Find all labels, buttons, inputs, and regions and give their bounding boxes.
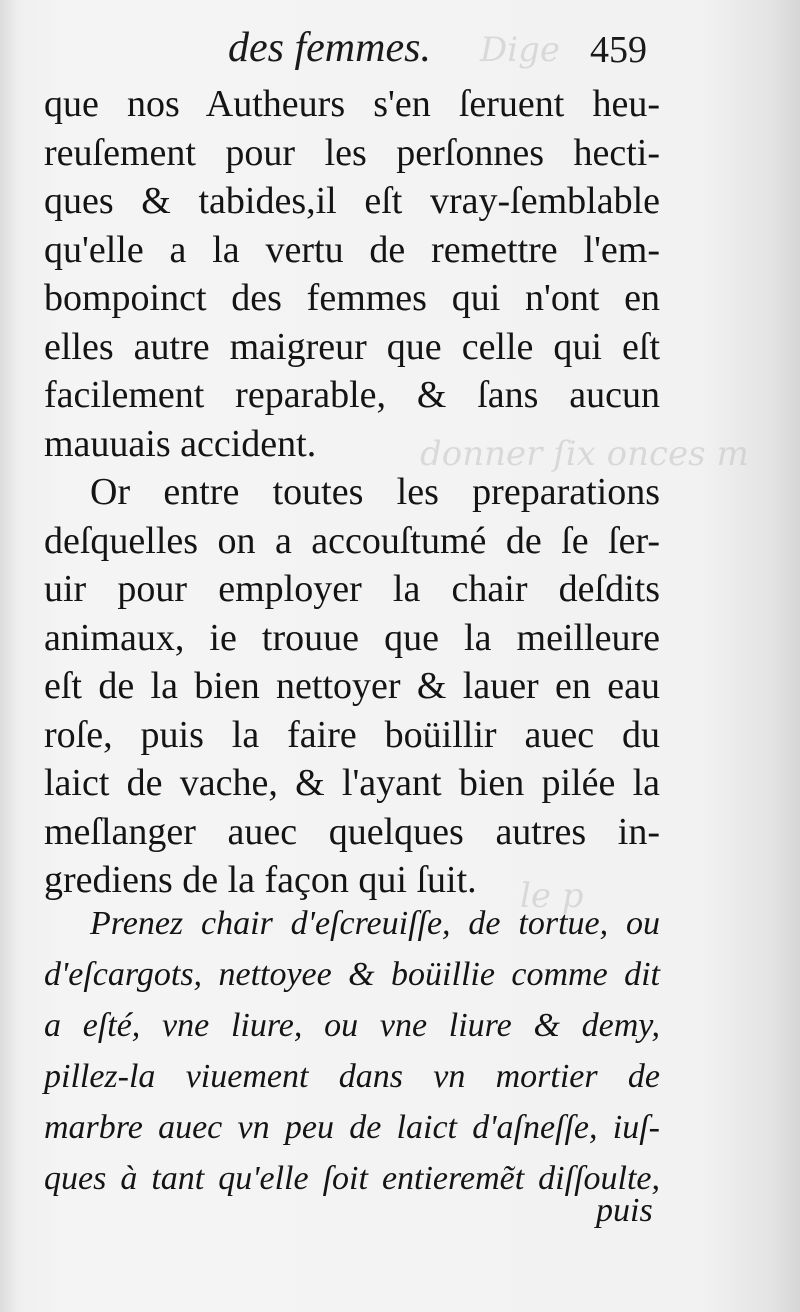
text-line: eſt de la bien nettoyer & lauer en eau	[44, 665, 660, 707]
recipe-line: ques à tant qu'elle ſoit entieremẽt diſſoulte,	[44, 1160, 660, 1197]
text-line: roſe, puis la faire boüillir auec du	[44, 713, 660, 756]
text-line: deſquelles on a accouſtumé de ſe ſer-	[44, 519, 660, 562]
text-line: mauuais accident.	[44, 422, 317, 465]
page-header	[0, 22, 800, 82]
show-through: Dige	[480, 30, 561, 70]
recipe-line: pillez-la viuement dans vn mortier de	[44, 1058, 660, 1095]
text-line: reuſement pour les perſonnes hecti-	[44, 131, 660, 174]
text-line: facilement reparable, & ſans aucun	[44, 374, 660, 416]
text-line: grediens de la façon qui ſuit.	[44, 859, 477, 901]
paragraph-2	[44, 468, 660, 905]
running-title: des femmes.	[228, 25, 431, 71]
text-line: que nos Autheurs s'en ſeruent heu-	[44, 83, 660, 125]
text-line: ques & tabides,il eſt vray-ſemblable	[44, 180, 660, 222]
show-through: donner ſix onces m	[420, 434, 749, 474]
recipe-line: marbre auec vn peu de laict d'aſneſſe, iuſ-	[44, 1109, 660, 1146]
text-line: uir pour employer la chair deſdits	[44, 568, 660, 610]
text-line: bompoinct des femmes qui n'ont en	[44, 277, 660, 319]
recipe-line: Prenez chair d'eſcreuiſſe, de tortue, ou	[90, 905, 660, 942]
text-line: Or entre toutes les preparations	[90, 471, 660, 513]
recipe-text	[44, 898, 660, 1204]
recipe-line: a eſté, vne liure, ou vne liure & demy,	[44, 1007, 660, 1044]
catchword: puis	[596, 1192, 653, 1229]
text-line: laict de vache, & l'ayant bien pilée la	[44, 762, 660, 804]
text-line: qu'elle a la vertu de remettre l'em-	[44, 228, 660, 271]
recipe-line: d'eſcargots, nettoyee & boüillie comme dit	[44, 956, 660, 993]
body-text	[44, 80, 660, 905]
text-line: animaux, ie trouue que la meilleure	[44, 616, 660, 659]
paragraph-1	[44, 80, 660, 468]
show-through: le p	[520, 876, 584, 916]
text-line: meſlanger auec quelques autres in-	[44, 810, 660, 853]
page-number: 459	[590, 29, 647, 71]
text-line: elles autre maigreur que celle qui eſt	[44, 325, 660, 368]
